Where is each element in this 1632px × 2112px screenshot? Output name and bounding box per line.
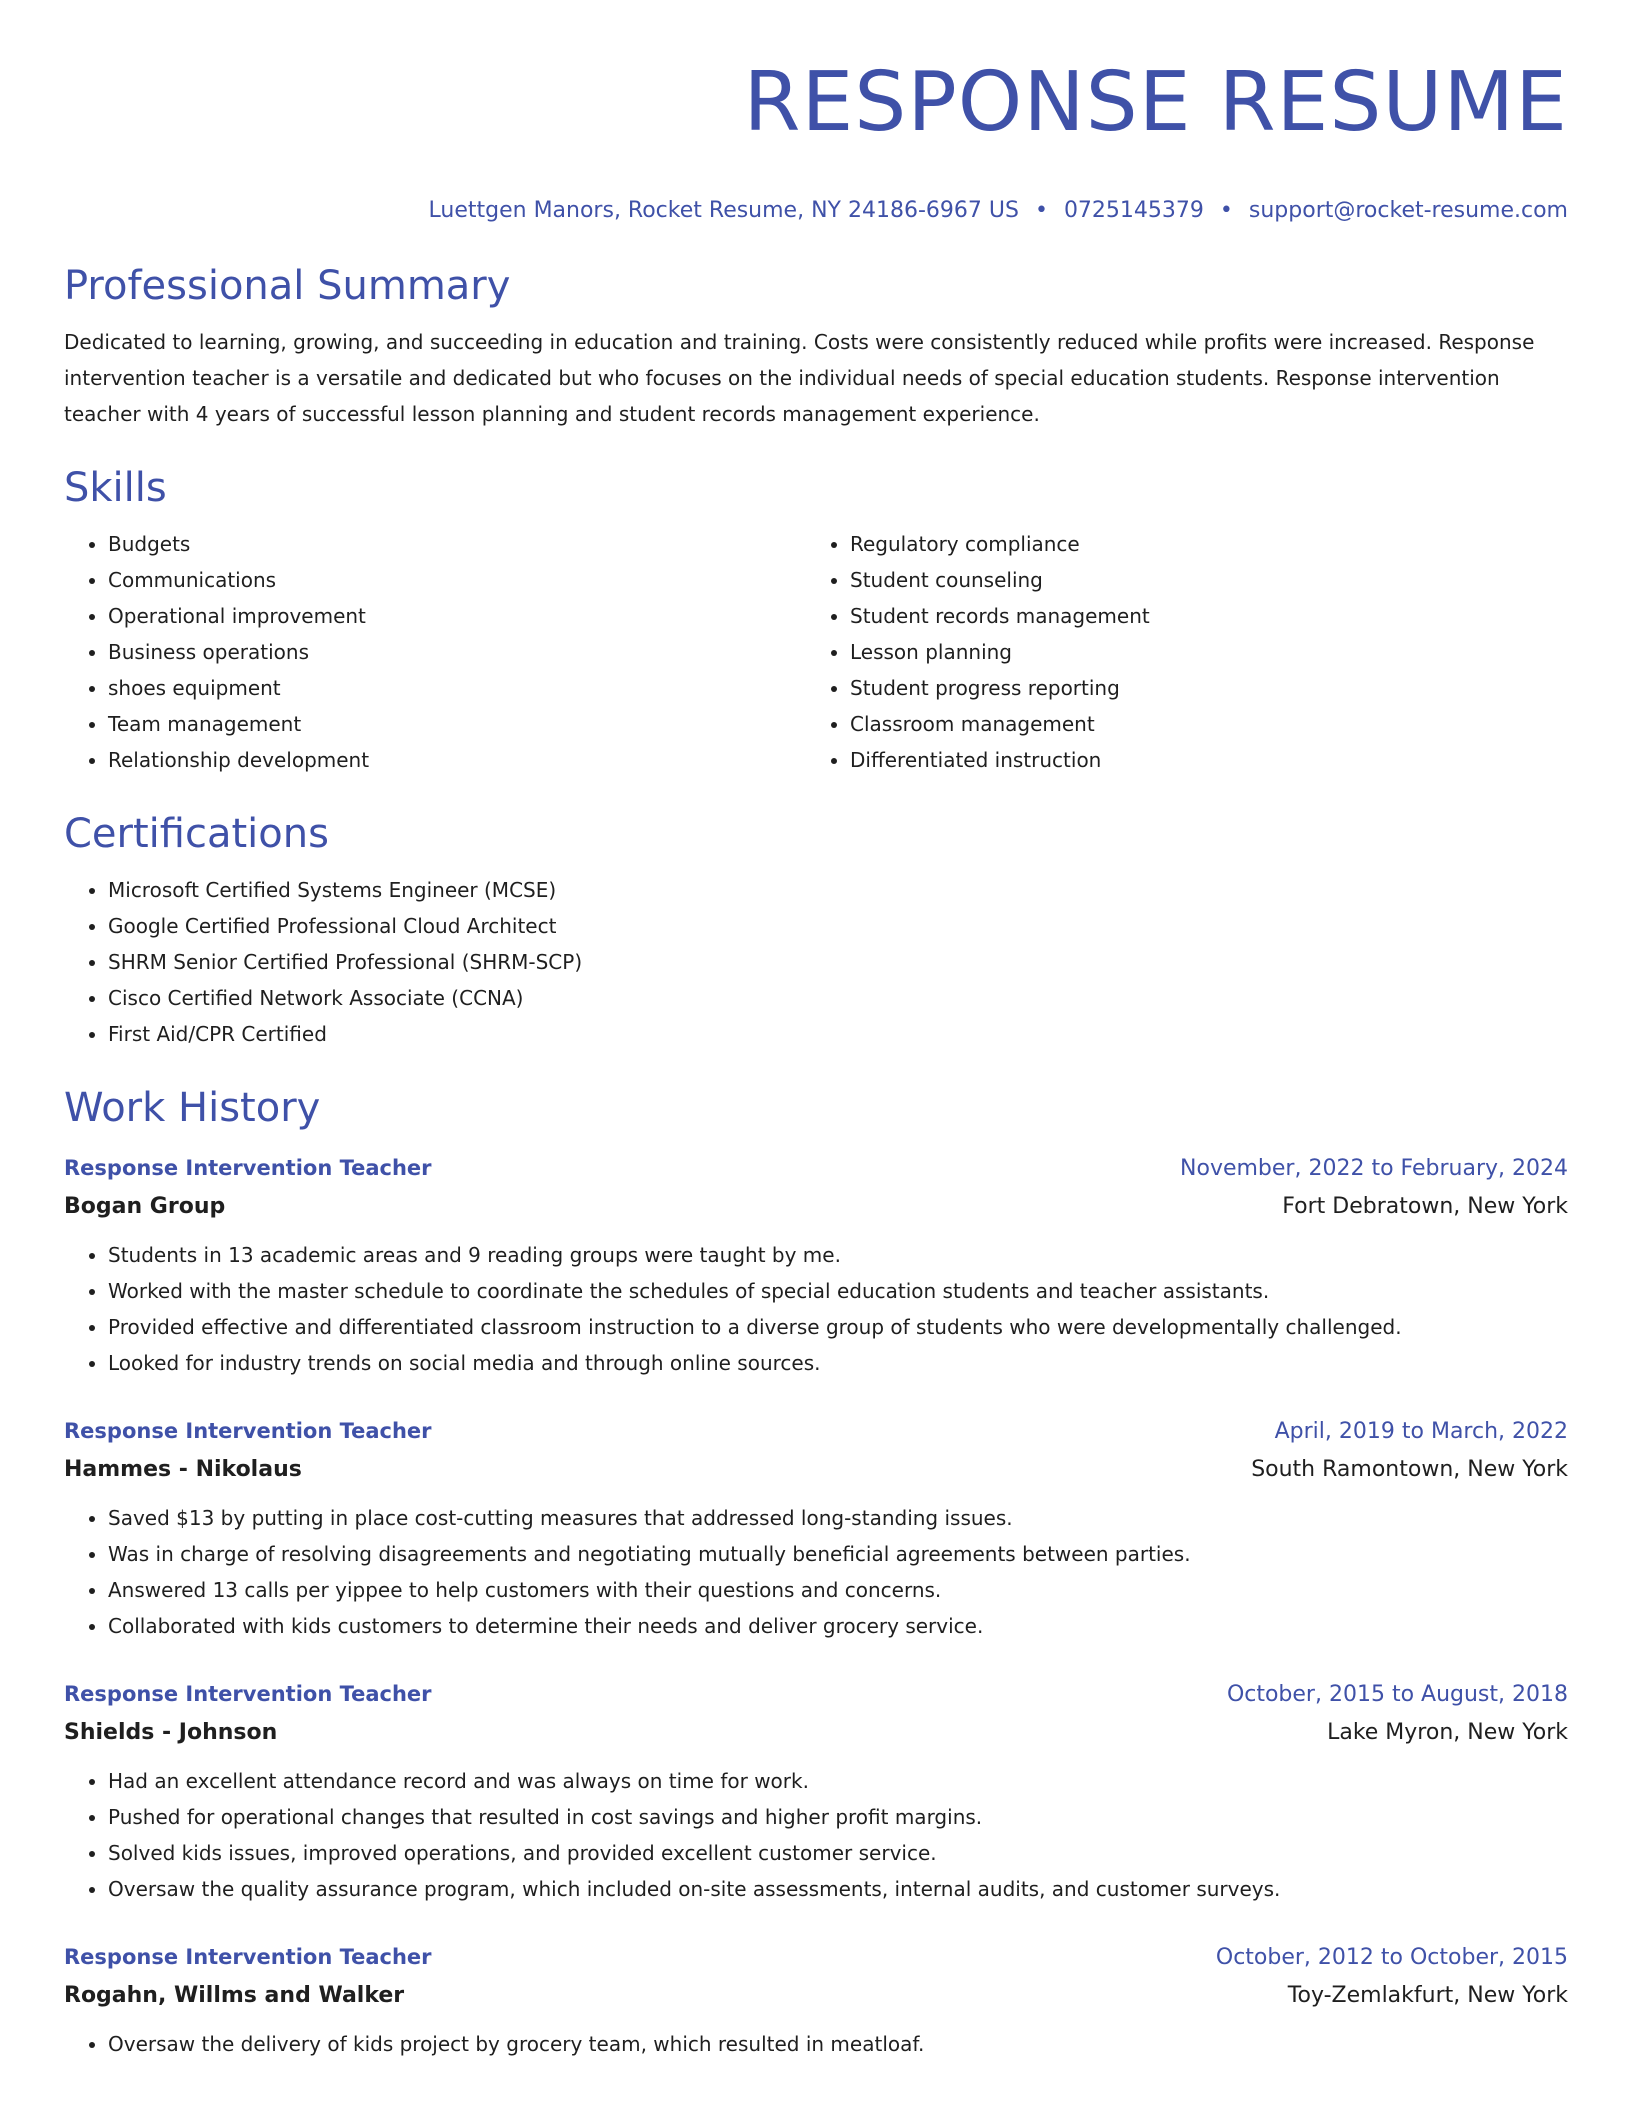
skills-list-left [64, 526, 806, 778]
job-employer: Shields - Johnson [64, 1720, 278, 1745]
job-title: Response Intervention Teacher [64, 1156, 432, 1180]
skill-item: • Student progress reporting [850, 670, 1548, 706]
job-location: Lake Myron, New York [1327, 1720, 1568, 1745]
job-bullet: • Solved kids issues, improved operations, and provided excellent customer service. [108, 1835, 1568, 1871]
skills-list-right [806, 526, 1548, 778]
certifications-heading: Certifications [64, 811, 329, 857]
job-bullet: • Provided effective and differentiated classroom instruction to a diverse group of students who were developmentally challenged. [108, 1309, 1568, 1345]
contact-line [64, 196, 1568, 226]
skill-item: • Relationship development [108, 742, 806, 778]
job-bullets [64, 1500, 1568, 1644]
summary-heading: Professional Summary [64, 263, 511, 309]
job-employer-row [64, 1976, 1568, 2016]
job-bullets [64, 1237, 1568, 1381]
skill-item: • shoes equipment [108, 670, 806, 706]
job-bullet: • Answered 13 calls per yippee to help customers with their questions and concerns. [108, 1572, 1568, 1608]
skill-item: • Business operations [108, 634, 806, 670]
job-title: Response Intervention Teacher [64, 1682, 432, 1706]
job-bullets [64, 2026, 1568, 2062]
job-bullet: • Was in charge of resolving disagreements and negotiating mutually beneficial agreements between parties. [108, 1536, 1568, 1572]
certification-item: • SHRM Senior Certified Professional (SHRM-SCP) [108, 944, 1568, 980]
job-employer-row [64, 1187, 1568, 1227]
job-title-row [64, 1676, 1568, 1713]
contact-email[interactable]: support@rocket-resume.com [1248, 198, 1568, 223]
certifications-list [64, 872, 1568, 1052]
job-bullet: • Students in 13 academic areas and 9 reading groups were taught by me. [108, 1237, 1568, 1273]
job-location: Fort Debratown, New York [1282, 1194, 1568, 1219]
work-history-section [64, 1082, 1568, 2062]
resume-name: RESPONSE RESUME [743, 55, 1568, 150]
job-bullet: • Looked for industry trends on social media and through online sources. [108, 1345, 1568, 1381]
job-employer-row [64, 1713, 1568, 1753]
job-bullets [64, 1763, 1568, 1907]
skill-item: • Lesson planning [850, 634, 1548, 670]
certification-item: • Cisco Certified Network Associate (CCNA) [108, 980, 1568, 1016]
skills-grid [64, 514, 1568, 778]
job-employer-row [64, 1450, 1568, 1490]
job-employer: Bogan Group [64, 1194, 226, 1219]
summary-section [64, 260, 1568, 432]
skills-section [64, 462, 1568, 778]
resume-header [64, 0, 1568, 226]
job-bullet: • Pushed for operational changes that resulted in cost savings and higher profit margins. [108, 1799, 1568, 1835]
job-bullet: • Had an excellent attendance record and was always on time for work. [108, 1763, 1568, 1799]
job-entry [64, 1413, 1568, 1644]
work-history-heading: Work History [64, 1085, 321, 1131]
job-bullet: • Collaborated with kids customers to determine their needs and deliver grocery service. [108, 1608, 1568, 1644]
job-entry [64, 1150, 1568, 1381]
summary-text: Dedicated to learning, growing, and succeeding in education and training. Costs were consistently reduced while profits were increased. Response intervention teacher is a versatile and dedicated but who focuses on the individual needs of special education students. Response intervention teacher with 4 years of successful lesson planning and student records management experience. [64, 330, 1535, 426]
contact-separator: • [1034, 198, 1048, 223]
job-title: Response Intervention Teacher [64, 1945, 432, 1969]
job-location: South Ramontown, New York [1251, 1457, 1568, 1482]
job-title: Response Intervention Teacher [64, 1419, 432, 1443]
job-title-row [64, 1150, 1568, 1187]
skill-item: • Regulatory compliance [850, 526, 1548, 562]
skill-item: • Team management [108, 706, 806, 742]
job-bullet: • Oversaw the delivery of kids project by grocery team, which resulted in meatloaf. [108, 2026, 1568, 2062]
job-location: Toy-Zemlakfurt, New York [1287, 1983, 1568, 2008]
job-employer: Hammes - Nikolaus [64, 1457, 302, 1482]
job-employer: Rogahn, Willms and Walker [64, 1983, 405, 2008]
skills-heading: Skills [64, 465, 167, 511]
job-title-row [64, 1939, 1568, 1976]
job-dates: April, 2019 to March, 2022 [1274, 1419, 1568, 1444]
job-bullet: • Oversaw the quality assurance program, which included on-site assessments, internal audits, and customer surveys. [108, 1871, 1568, 1907]
job-entry [64, 1939, 1568, 2062]
certification-item: • First Aid/CPR Certified [108, 1016, 1568, 1052]
job-bullet: • Saved $13 by putting in place cost-cutting measures that addressed long-standing issues. [108, 1500, 1568, 1536]
skill-item: • Student records management [850, 598, 1548, 634]
certification-item: • Microsoft Certified Systems Engineer (MCSE) [108, 872, 1568, 908]
skill-item: • Differentiated instruction [850, 742, 1548, 778]
job-dates: October, 2015 to August, 2018 [1226, 1682, 1568, 1707]
job-dates: November, 2022 to February, 2024 [1180, 1156, 1568, 1181]
contact-address: Luettgen Manors, Rocket Resume, NY 24186-6967 US [428, 198, 1019, 223]
skill-item: • Operational improvement [108, 598, 806, 634]
skill-item: • Classroom management [850, 706, 1548, 742]
skill-item: • Student counseling [850, 562, 1548, 598]
job-entry [64, 1676, 1568, 1907]
job-title-row [64, 1413, 1568, 1450]
contact-phone[interactable]: 0725145379 [1063, 198, 1204, 223]
job-dates: October, 2012 to October, 2015 [1215, 1945, 1568, 1970]
skill-item: • Communications [108, 562, 806, 598]
certification-item: • Google Certified Professional Cloud Architect [108, 908, 1568, 944]
certifications-section [64, 808, 1568, 1052]
contact-separator: • [1219, 198, 1233, 223]
job-bullet: • Worked with the master schedule to coordinate the schedules of special education students and teacher assistants. [108, 1273, 1568, 1309]
skill-item: • Budgets [108, 526, 806, 562]
